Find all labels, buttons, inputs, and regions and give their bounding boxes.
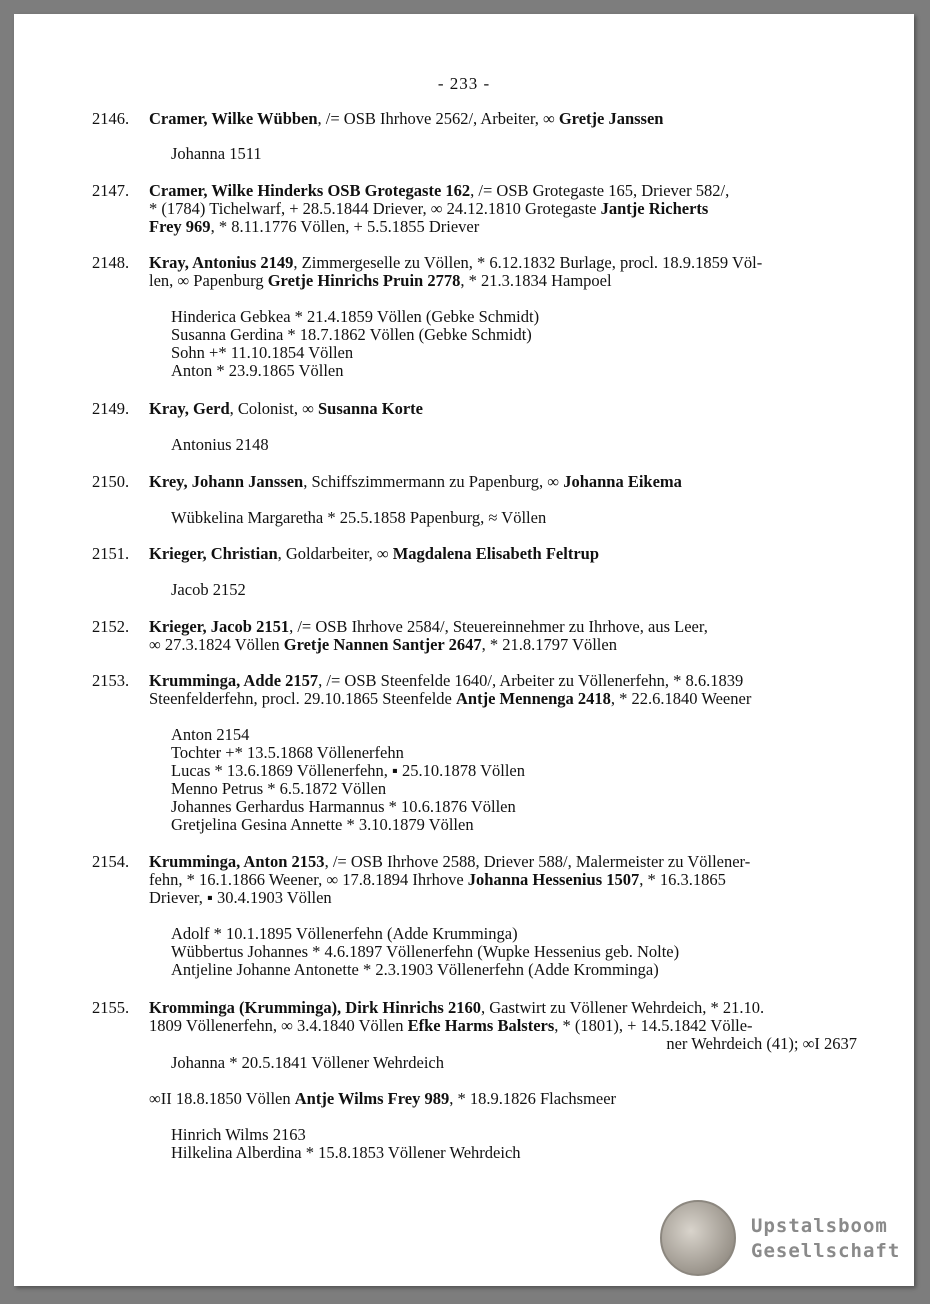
page-number: - 233 -	[437, 74, 491, 93]
society-name-line2: Gesellschaft	[751, 1240, 901, 1262]
child-entry: Hinderica Gebkea * 21.4.1859 Völlen (Gebke Schmidt)	[171, 307, 540, 326]
entry-text: Krumminga, Anton 2153, /= OSB Ihrhove 2588, Driever 588/, Malermeister zu Völlener- fehn, * 16.1.1866 Weener, ∞ 17.8.1894 Ihrhove Johanna Hessenius 1507, * 16.3.1865 Driever, ▪ 30.4.1903 Völlen	[149, 852, 751, 907]
entry-number: 2149.	[92, 399, 130, 418]
child-entry: Sohn +* 11.10.1854 Völlen	[171, 343, 354, 362]
entry-number: 2151.	[92, 544, 130, 563]
document-page	[14, 14, 914, 1286]
child-entry: Johannes Gerhardus Harmannus * 10.6.1876 Völlen	[171, 797, 516, 816]
child-entry: Johanna 1511	[171, 144, 262, 163]
child-entry: Wübbertus Johannes * 4.6.1897 Völlenerfehn (Wupke Hessenius geb. Nolte)	[171, 942, 680, 961]
entry-continuation-note: ner Wehrdeich (41); ∞I 2637	[666, 1034, 857, 1053]
child-entry: Adolf * 10.1.1895 Völlenerfehn (Adde Krumminga)	[171, 924, 518, 943]
child-entry: Gretjelina Gesina Annette * 3.10.1879 Völlen	[171, 815, 474, 834]
entry-number: 2146.	[92, 109, 130, 128]
child-entry: Lucas * 13.6.1869 Völlenerfehn, ▪ 25.10.1878 Völlen	[171, 761, 525, 780]
child-entry: Menno Petrus * 6.5.1872 Völlen	[171, 779, 387, 798]
society-seal-logo	[660, 1200, 736, 1276]
entry-text: Cramer, Wilke Wübben, /= OSB Ihrhove 2562/, Arbeiter, ∞ Gretje Janssen	[149, 109, 664, 128]
child-entry: Antonius 2148	[171, 435, 269, 454]
child-entry: Susanna Gerdina * 18.7.1862 Völlen (Gebke Schmidt)	[171, 325, 532, 344]
entry-text: Cramer, Wilke Hinderks OSB Grotegaste 162, /= OSB Grotegaste 165, Driever 582/, * (1784) Tichelwarf, + 28.5.1844 Driever, ∞ 24.12.1810 Grotegaste Jantje Richerts Frey 969, * 8.11.1776 Völlen, + 5.5.1855 Driever	[149, 181, 730, 236]
child-entry: Wübkelina Margaretha * 25.5.1858 Papenburg, ≈ Völlen	[171, 508, 547, 527]
entry-number: 2152.	[92, 617, 130, 636]
entry-text: Krumminga, Adde 2157, /= OSB Steenfelde 1640/, Arbeiter zu Völlenerfehn, * 8.6.1839 Steenfelderfehn, procl. 29.10.1865 Steenfelde Antje Mennenga 2418, * 22.6.1840 Weener	[149, 671, 752, 708]
entry-number: 2153.	[92, 671, 130, 690]
child-entry: Anton 2154	[171, 725, 250, 744]
entry-number: 2147.	[92, 181, 130, 200]
entry-text: Kray, Antonius 2149, Zimmergeselle zu Völlen, * 6.12.1832 Burlage, procl. 18.9.1859 Völ- len, ∞ Papenburg Gretje Hinrichs Pruin 2778, * 21.3.1834 Hampoel	[149, 253, 763, 290]
entry-text: Kromminga (Krumminga), Dirk Hinrichs 2160, Gastwirt zu Völlener Wehrdeich, * 21.10. 1809 Völlenerfehn, ∞ 3.4.1840 Völlen Efke Harms Balsters, * (1801), + 14.5.1842 Völle-	[149, 998, 765, 1035]
society-name-line1: Upstalsboom	[751, 1215, 888, 1237]
second-marriage-line: ∞II 18.8.1850 Völlen Antje Wilms Frey 989, * 18.9.1826 Flachsmeer	[149, 1089, 617, 1108]
child-entry: Hilkelina Alberdina * 15.8.1853 Völlener Wehrdeich	[171, 1143, 521, 1162]
entry-number: 2150.	[92, 472, 130, 491]
entry-text: Krieger, Christian, Goldarbeiter, ∞ Magdalena Elisabeth Feltrup	[149, 544, 599, 563]
child-entry: Hinrich Wilms 2163	[171, 1125, 306, 1144]
entry-number: 2154.	[92, 852, 130, 871]
entry-text: Kray, Gerd, Colonist, ∞ Susanna Korte	[149, 399, 423, 418]
entry-number: 2155.	[92, 998, 130, 1017]
child-entry: Jacob 2152	[171, 580, 246, 599]
entry-text: Krey, Johann Janssen, Schiffszimmermann zu Papenburg, ∞ Johanna Eikema	[149, 472, 682, 491]
child-entry: Anton * 23.9.1865 Völlen	[171, 361, 344, 380]
entry-text: Krieger, Jacob 2151, /= OSB Ihrhove 2584/, Steuereinnehmer zu Ihrhove, aus Leer, ∞ 27.3.1824 Völlen Gretje Nannen Santjer 2647, * 21.8.1797 Völlen	[149, 617, 708, 654]
child-entry: Johanna * 20.5.1841 Völlener Wehrdeich	[171, 1053, 444, 1072]
entry-number: 2148.	[92, 253, 130, 272]
society-name	[751, 1214, 900, 1264]
child-entry: Antjeline Johanne Antonette * 2.3.1903 Völlenerfehn (Adde Kromminga)	[171, 960, 659, 979]
child-entry: Tochter +* 13.5.1868 Völlenerfehn	[171, 743, 404, 762]
